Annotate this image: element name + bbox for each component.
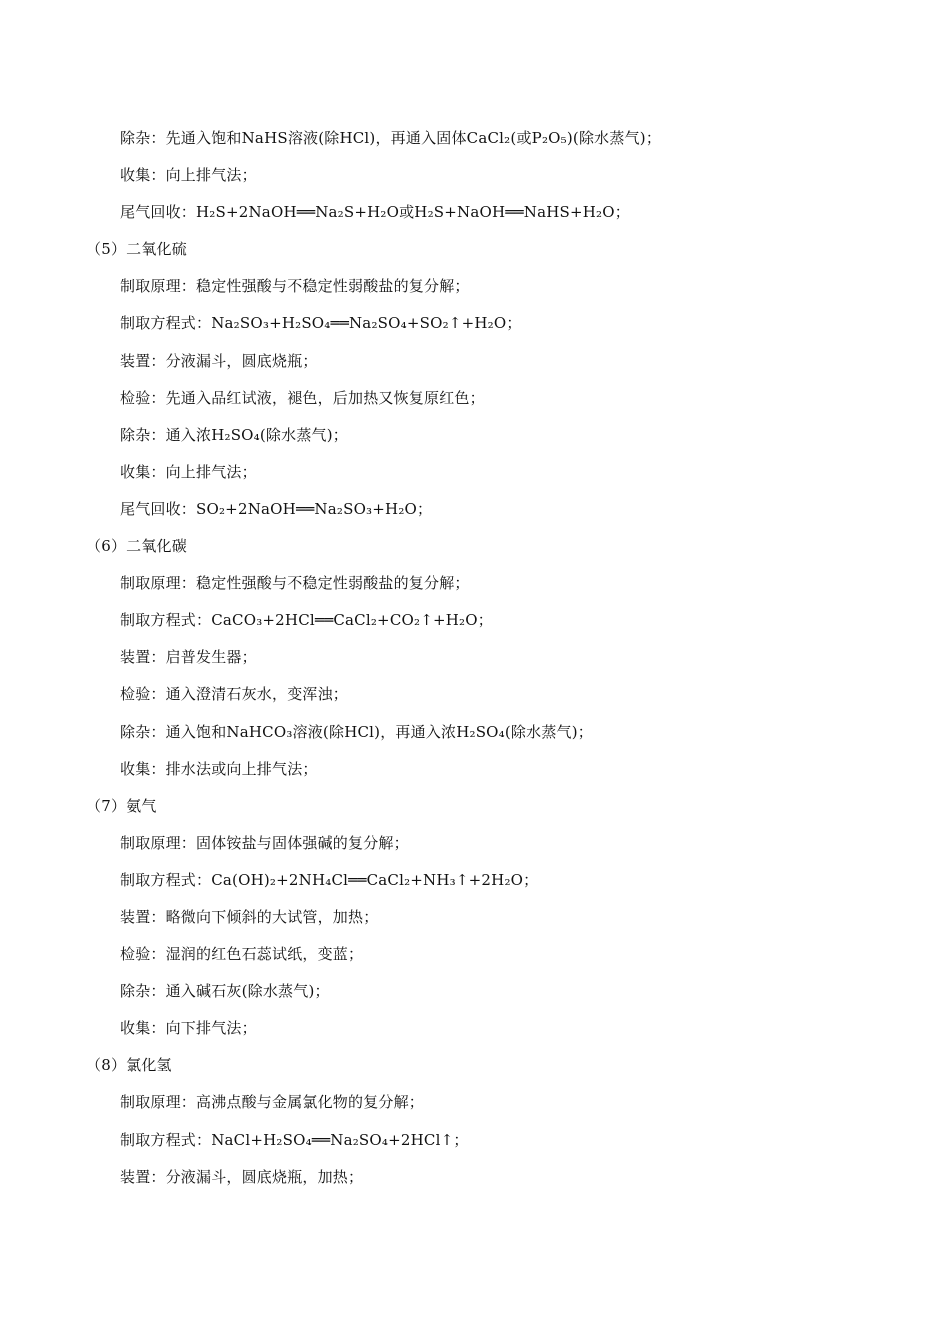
- so2-purify-line: 除杂：通入浓H₂SO₄(除水蒸气)；: [120, 425, 348, 444]
- so2-heading: （5）二氧化硫: [86, 240, 187, 259]
- so2-test-line: 检验：先通入品红试液，褪色，后加热又恢复原红色；: [120, 388, 485, 407]
- co2-purify-line: 除杂：通入饱和NaHCO₃溶液(除HCl)，再通入浓H₂SO₄(除水蒸气)；: [120, 722, 593, 741]
- hcl-heading: （8）氯化氢: [86, 1056, 172, 1075]
- nh3-test-line: 检验：湿润的红色石蕊试纸，变蓝；: [120, 945, 364, 964]
- so2-equation-line: 制取方程式：Na₂SO₃+H₂SO₄══Na₂SO₄+SO₂↑+H₂O；: [120, 314, 522, 333]
- co2-collect-line: 收集：排水法或向上排气法；: [120, 759, 318, 778]
- co2-principle-line: 制取原理：稳定性强酸与不稳定性弱酸盐的复分解；: [120, 574, 470, 593]
- h2s-tail-gas-line: 尾气回收：H₂S+2NaOH══Na₂S+H₂O或H₂S+NaOH══NaHS+H₂O；: [120, 203, 630, 222]
- hcl-apparatus-line: 装置：分液漏斗，圆底烧瓶，加热；: [120, 1167, 364, 1186]
- co2-heading: （6）二氧化碳: [86, 537, 187, 556]
- document-page: [0, 120, 950, 1196]
- so2-principle-line: 制取原理：稳定性强酸与不稳定性弱酸盐的复分解；: [120, 277, 470, 296]
- nh3-equation-line: 制取方程式：Ca(OH)₂+2NH₄Cl══CaCl₂+NH₃↑+2H₂O；: [120, 870, 539, 889]
- nh3-collect-line: 收集：向下排气法；: [120, 1019, 257, 1038]
- h2s-collect-line: 收集：向上排气法；: [120, 166, 257, 185]
- so2-collect-line: 收集：向上排气法；: [120, 462, 257, 481]
- hcl-principle-line: 制取原理：高沸点酸与金属氯化物的复分解；: [120, 1093, 425, 1112]
- nh3-purify-line: 除杂：通入碱石灰(除水蒸气)；: [120, 982, 330, 1001]
- so2-tail-gas-line: 尾气回收：SO₂+2NaOH══Na₂SO₃+H₂O；: [120, 499, 433, 518]
- co2-test-line: 检验：通入澄清石灰水，变浑浊；: [120, 685, 349, 704]
- co2-equation-line: 制取方程式：CaCO₃+2HCl══CaCl₂+CO₂↑+H₂O；: [120, 611, 493, 630]
- so2-apparatus-line: 装置：分液漏斗，圆底烧瓶；: [120, 351, 318, 370]
- nh3-principle-line: 制取原理：固体铵盐与固体强碱的复分解；: [120, 833, 409, 852]
- h2s-purify-line: 除杂：先通入饱和NaHS溶液(除HCl)，再通入固体CaCl₂(或P₂O₅)(除水蒸气)；: [120, 129, 662, 147]
- nh3-apparatus-line: 装置：略微向下倾斜的大试管，加热；: [120, 907, 379, 926]
- hcl-equation-line: 制取方程式：NaCl+H₂SO₄══Na₂SO₄+2HCl↑；: [120, 1130, 469, 1149]
- co2-apparatus-line: 装置：启普发生器；: [120, 648, 257, 667]
- nh3-heading: （7）氨气: [86, 796, 157, 815]
